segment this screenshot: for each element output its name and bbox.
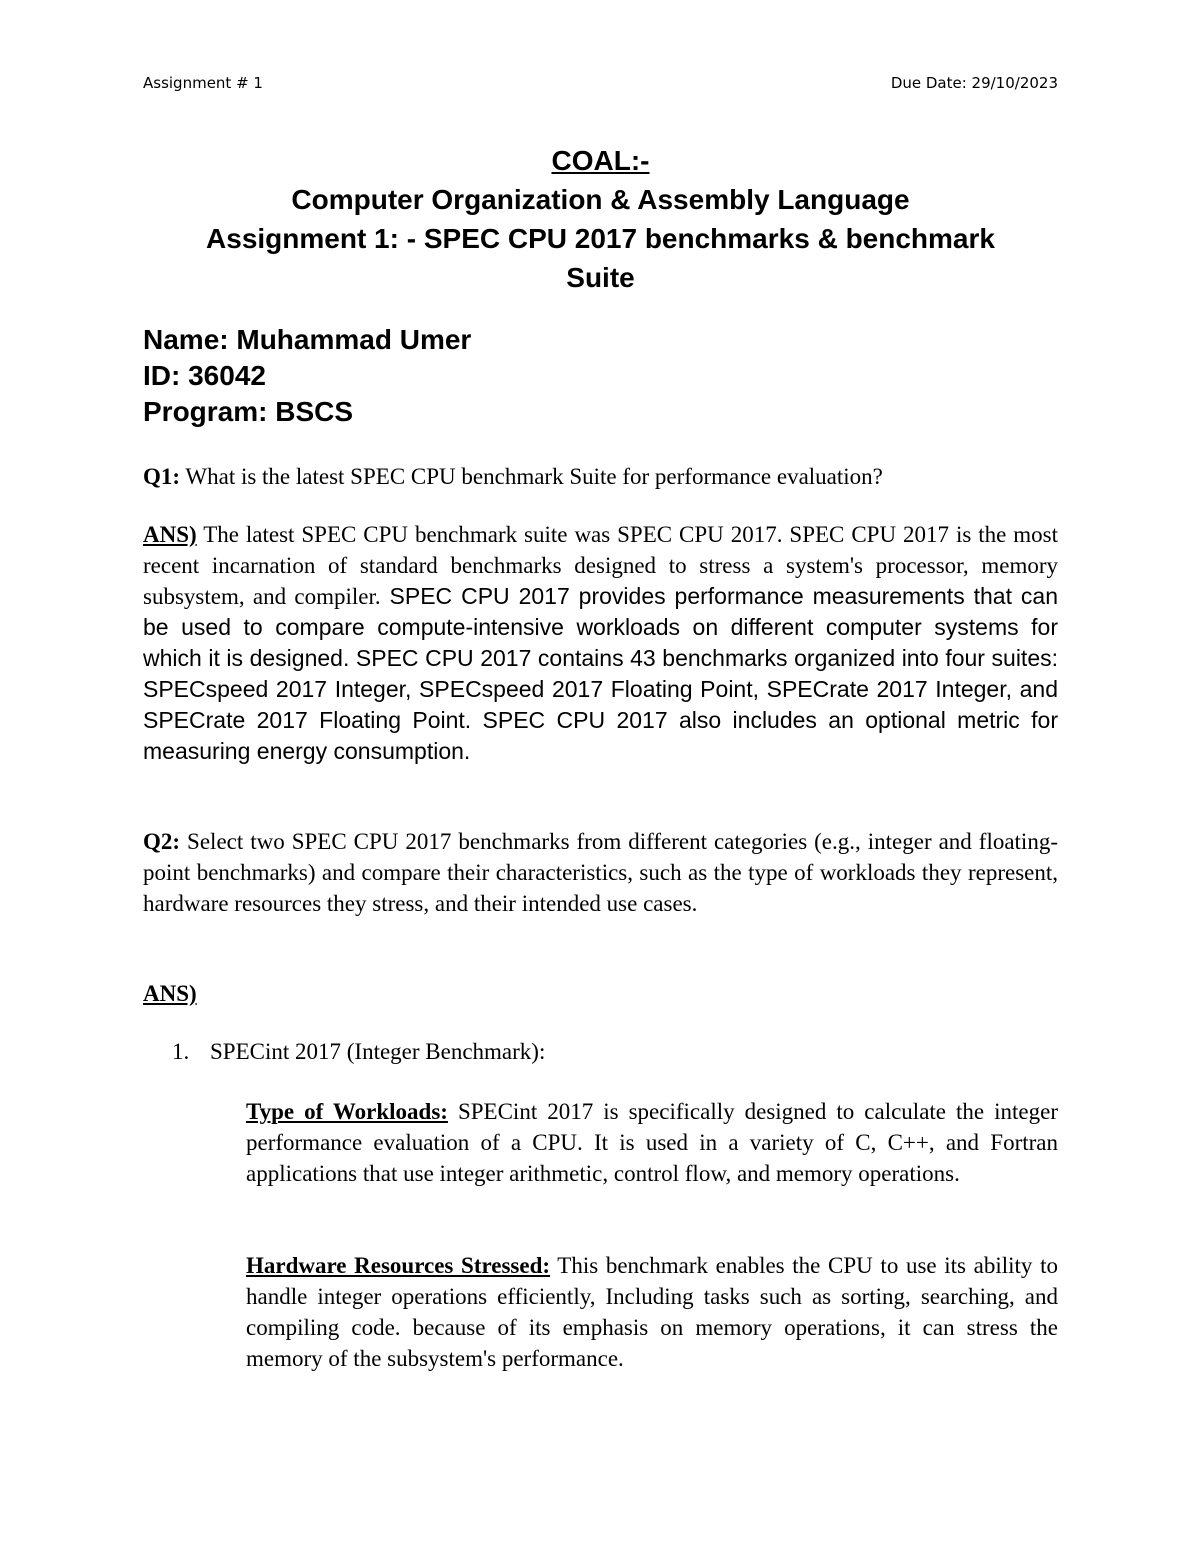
section-heading: Type of Workloads: xyxy=(246,1099,448,1124)
question-1-text: What is the latest SPEC CPU benchmark Suite for performance evaluation? xyxy=(180,464,883,489)
header-assignment-number: Assignment # 1 xyxy=(143,74,263,92)
answer-1-label: ANS) xyxy=(143,522,197,547)
question-2 xyxy=(143,826,1058,919)
student-program: Program: BSCS xyxy=(143,396,354,427)
answer-1-text-sans: SPEC CPU 2017 provides performance measurements that can be used to compare compute-intensive workloads on different computer systems for which it is designed. SPEC CPU 2017 contains 43 benchmarks organized into four suites: SPECspeed 2017 Integer, SPECspeed 2017 Floating Point, SPECrate 2017 Integer, and SPECrate 2017 Floating Point. SPEC CPU 2017 also includes an optional metric for measuring energy consumption. xyxy=(143,583,1058,764)
document-title xyxy=(143,141,1058,297)
question-1-label: Q1: xyxy=(143,464,181,489)
student-info xyxy=(143,322,1058,430)
page-header xyxy=(143,74,1058,100)
section-heading: Hardware Resources Stressed: xyxy=(246,1253,551,1278)
list-item-section xyxy=(246,1250,1058,1374)
question-1 xyxy=(143,461,1058,492)
question-2-label: Q2: xyxy=(143,829,181,854)
answer-1 xyxy=(143,519,1058,767)
answer-2 xyxy=(143,978,1058,1009)
list-item-number: 1. xyxy=(172,1039,190,1064)
list-item xyxy=(172,1036,1058,1067)
student-name: Name: Muhammad Umer xyxy=(143,324,472,355)
section-text: SPECint 2017 is specifically designed to calculate the integer performance evaluation of a CPU. It is used in a variety of C, C++, and Fortran applications that use integer arithmetic, control flow, and memory operations. xyxy=(246,1099,1058,1186)
student-id: ID: 36042 xyxy=(143,360,266,391)
question-2-text: Select two SPEC CPU 2017 benchmarks from different categories (e.g., integer and floating-point benchmarks) and compare their characteristics, such as the type of workloads they represent, hardware resources they stress, and their intended use cases. xyxy=(143,829,1058,916)
title-course-code: COAL:- xyxy=(551,145,650,176)
list-item-section xyxy=(246,1096,1058,1189)
answer-2-label: ANS) xyxy=(143,981,197,1006)
section-text: This benchmark enables the CPU to use its ability to handle integer operations efficiently, Including tasks such as sorting, searching, and compiling code. because of its emphasis on memory operations, it can stress the memory of the subsystem's performance. xyxy=(246,1253,1058,1371)
list-item-title: SPECint 2017 (Integer Benchmark): xyxy=(210,1039,546,1064)
answer-1-text-serif: The latest SPEC CPU benchmark suite was SPEC CPU 2017. SPEC CPU 2017 is the most recent incarnation of standard benchmarks designed to stress a system's processor, memory subsystem, and compiler. xyxy=(143,522,1058,609)
title-course-name: Computer Organization & Assembly Language xyxy=(291,184,910,215)
title-assignment-line-continued: Suite xyxy=(566,262,635,293)
header-due-date: Due Date: 29/10/2023 xyxy=(890,74,1058,92)
title-assignment-line: Assignment 1: - SPEC CPU 2017 benchmarks & benchmark xyxy=(206,223,995,254)
